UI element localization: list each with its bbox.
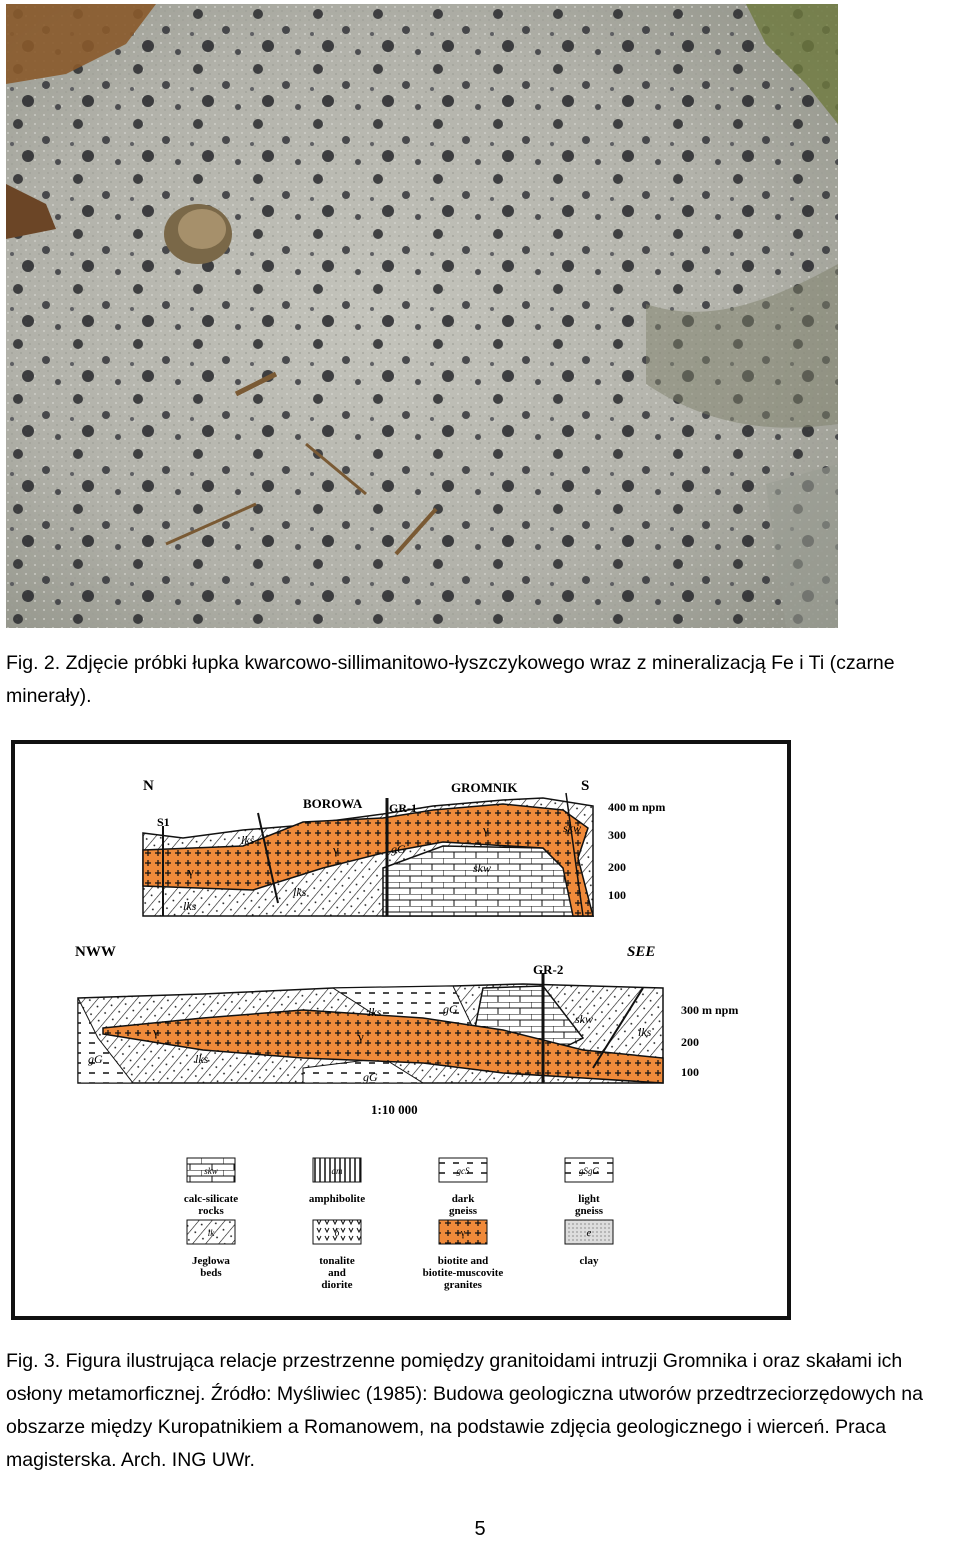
legend-label: light (578, 1193, 600, 1205)
legend-label: gneiss (448, 1205, 478, 1217)
section1-elev-200: 200 (608, 860, 626, 874)
legend-code: γ (460, 1228, 466, 1239)
legend-label: biotite and (437, 1255, 489, 1267)
figure-3-caption: Fig. 3. Figura ilustrująca relacje przestrzenne pomiędzy granitoidami intruzji Gromnika i oraz skałami ich osłony metamorficznej. Źródło: Myśliwiec (1985): Budowa geologiczna utworów przedtrzeciorzędowych na obszarze między Kuropatnikiem a Romanowem, na podstawie zdjęcia geologicznego i wierceń. Praca magisterska. Arch. ING UWr. (6, 1350, 923, 1471)
section2-label-gamma: γ (153, 1024, 159, 1039)
legend-code: gSgG (579, 1166, 599, 1176)
section2-label-gamma: γ (358, 1029, 364, 1044)
legend-label: beds (200, 1267, 222, 1279)
legend-code: skw (204, 1166, 218, 1176)
section2-label-gg: gG (443, 1002, 458, 1016)
section1-label-skw: skw (473, 861, 491, 875)
section1-label-gg: gG (391, 842, 406, 856)
section2-elev-300: 300 m npm (681, 1003, 739, 1017)
legend-label: dark (451, 1193, 475, 1205)
legend-label: and (328, 1267, 346, 1279)
section2-label-gg: gG (363, 1070, 378, 1084)
section1-label-lks: lks (183, 899, 197, 913)
section2-well-gr2: GR-2 (533, 962, 564, 977)
legend-label: gneiss (574, 1205, 604, 1217)
section2-left-dir: NWW (75, 944, 116, 960)
section1-elev-400: 400 m npm (608, 800, 666, 814)
section1-well-gr1: GR-1 (389, 801, 417, 815)
section1-elev-300: 300 (608, 828, 626, 842)
section2-label-skw: skw (575, 1012, 593, 1026)
section1-right-dir: S (581, 778, 590, 794)
section1-label-gamma: γ (333, 842, 339, 857)
legend-code: gcS (456, 1166, 470, 1176)
section1-place-gromnik: GROMNIK (451, 780, 518, 795)
geological-cross-section-figure (3, 738, 795, 1322)
section1-label-lks: lks (241, 833, 255, 847)
section1-label-lks: lks (293, 885, 307, 899)
section1-label-skw: skw (563, 821, 581, 835)
section2-elev-200: 200 (681, 1035, 699, 1049)
legend-label: amphibolite (308, 1193, 366, 1205)
page-number: 5 (474, 1518, 486, 1540)
legend-label: granites (444, 1279, 482, 1291)
section1-place-borowa: BOROWA (303, 796, 363, 811)
legend-label: clay (579, 1255, 599, 1267)
section2-right-dir: SEE (627, 944, 656, 960)
legend-label: tonalite (319, 1255, 355, 1267)
figure-2-caption: Fig. 2. Zdjęcie próbki łupka kwarcowo-sillimanitowo-łyszczykowego wraz z mineralizacją Fe i Ti (czarne minerały). (6, 652, 895, 707)
section2-label-lks: lks (195, 1052, 209, 1066)
section2-label-lks: lks (638, 1025, 652, 1039)
section1-left-dir: N (143, 778, 154, 794)
legend-label: Jeglowa (192, 1255, 230, 1267)
legend-code: am (331, 1166, 343, 1176)
legend-label: diorite (321, 1279, 353, 1291)
section1-label-gamma: γ (483, 822, 489, 837)
legend-code: δ (334, 1228, 340, 1239)
scale-label: 1:10 000 (371, 1102, 418, 1117)
section1-well-s1: S1 (157, 815, 170, 829)
section1-elev-100: 100 (608, 888, 626, 902)
legend-label: rocks (198, 1205, 224, 1217)
legend-code: e (586, 1227, 592, 1239)
section1-label-gamma: γ (188, 864, 194, 879)
legend-label: calc-silicate (183, 1193, 239, 1205)
rock-sample-photo (6, 4, 838, 628)
section2-label-gg: gG (88, 1052, 103, 1066)
section2-label-lks: lks (368, 1005, 382, 1019)
section2-elev-100: 100 (681, 1065, 699, 1079)
legend-code: lk (207, 1228, 215, 1238)
legend-label: biotite-muscovite (422, 1267, 504, 1279)
